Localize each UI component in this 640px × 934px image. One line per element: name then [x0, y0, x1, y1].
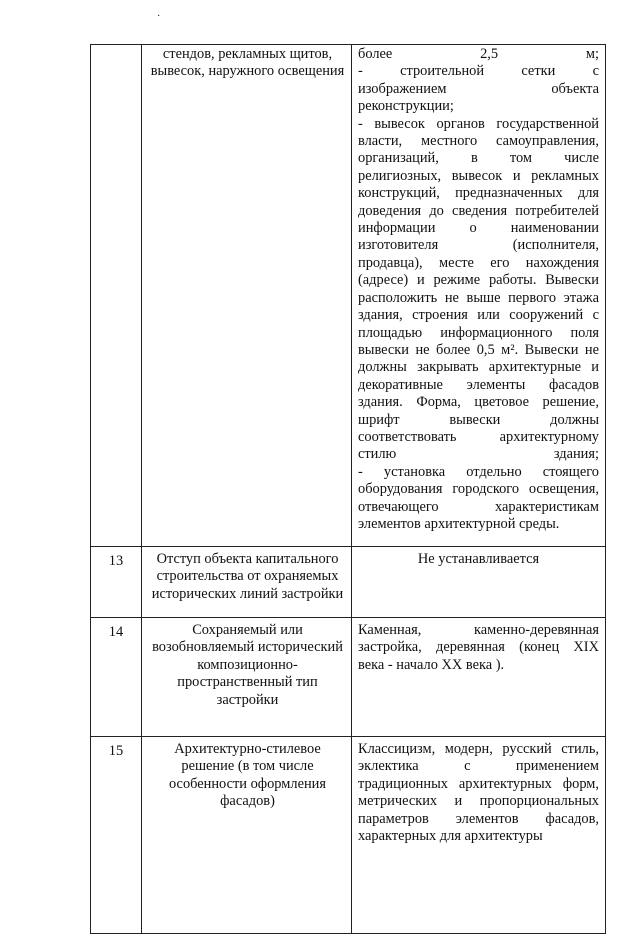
- description-line: эклектика с применением: [358, 758, 599, 775]
- description-line: оборудования городского освещения,: [358, 481, 599, 498]
- row-number: 14: [91, 618, 142, 737]
- description-line: изображением объекта: [358, 80, 599, 97]
- description-line: века - начало XX века ).: [358, 656, 505, 673]
- row-parameter-value: [352, 737, 606, 934]
- table-row: [91, 737, 606, 934]
- table-row: [91, 547, 606, 618]
- row-parameter-name: стендов, рекламных щитов, вывесок, наружного освещения: [142, 45, 352, 547]
- row-parameter-name: Сохраняемый или возобновляемый исторический композиционно-пространственный тип застройки: [142, 618, 352, 737]
- description-line: (адресе) и режиме работы. Вывески: [358, 272, 599, 289]
- description-line: площадью информационного поля: [358, 324, 599, 341]
- row-number: [91, 45, 142, 547]
- regulations-table: [90, 44, 606, 934]
- row-number: 15: [91, 737, 142, 934]
- description-line: более 2,5 м;: [358, 46, 599, 62]
- description-line: характерных для архитектуры: [358, 828, 543, 845]
- row-number: 13: [91, 547, 142, 618]
- description-line: Классицизм, модерн, русский стиль,: [358, 741, 599, 757]
- description-line: соответствовать архитектурному: [358, 428, 599, 445]
- description-line: должны закрывать архитектурные и: [358, 359, 599, 376]
- description-line: организаций, в том числе: [358, 150, 599, 167]
- row-parameter-value: Не устанавливается: [352, 547, 606, 618]
- row-parameter-value: [352, 45, 606, 547]
- description-line: метрических и пропорциональных: [358, 793, 599, 810]
- description-line: традиционных архитектурных форм,: [358, 775, 599, 792]
- description-line: конструкций, предназначенных для: [358, 185, 599, 202]
- row-parameter-value: [352, 618, 606, 737]
- description-line: изготовителя (исполнителя,: [358, 237, 599, 254]
- description-line: власти, местного самоуправления,: [358, 133, 599, 150]
- table-row: [91, 618, 606, 737]
- description-line: отвечающего характеристикам: [358, 498, 599, 515]
- description-line: здания, строения или сооружений с: [358, 307, 599, 324]
- row-parameter-name: Архитектурно-стилевое решение (в том числе особенности оформления фасадов): [142, 737, 352, 934]
- row-parameter-name: Отступ объекта капитального строительства от охраняемых исторических линий застройки: [142, 547, 352, 618]
- description-line: информации о наименовании: [358, 220, 599, 237]
- page-mark: ·: [157, 11, 161, 22]
- description-line: декоративные элементы фасадов: [358, 376, 599, 393]
- description-line: застройка, деревянная (конец XIX: [358, 639, 599, 656]
- description-line: стилю здания;: [358, 446, 599, 463]
- description-line: доведения до сведения потребителей: [358, 202, 599, 219]
- description-line: - вывесок органов государственной: [358, 115, 599, 132]
- description-line: вывески не более 0,5 м². Вывески не: [358, 341, 599, 358]
- description-line: параметров элементов фасадов,: [358, 810, 599, 827]
- table-row: [91, 45, 606, 547]
- description-line: здания. Форма, цветовое решение,: [358, 394, 599, 411]
- description-line: Каменная, каменно-деревянная: [358, 622, 599, 638]
- description-line: реконструкции;: [358, 98, 454, 115]
- description-line: - установка отдельно стоящего: [358, 463, 599, 480]
- description-line: шрифт вывески должны: [358, 411, 599, 428]
- description-line: религиозных, вывесок и рекламных: [358, 167, 599, 184]
- description-line: расположить не выше первого этажа: [358, 289, 599, 306]
- description-line: - строительной сетки с: [358, 63, 599, 80]
- description-line: элементов архитектурной среды.: [358, 515, 560, 532]
- description-line: продавца), месте его нахождения: [358, 254, 599, 271]
